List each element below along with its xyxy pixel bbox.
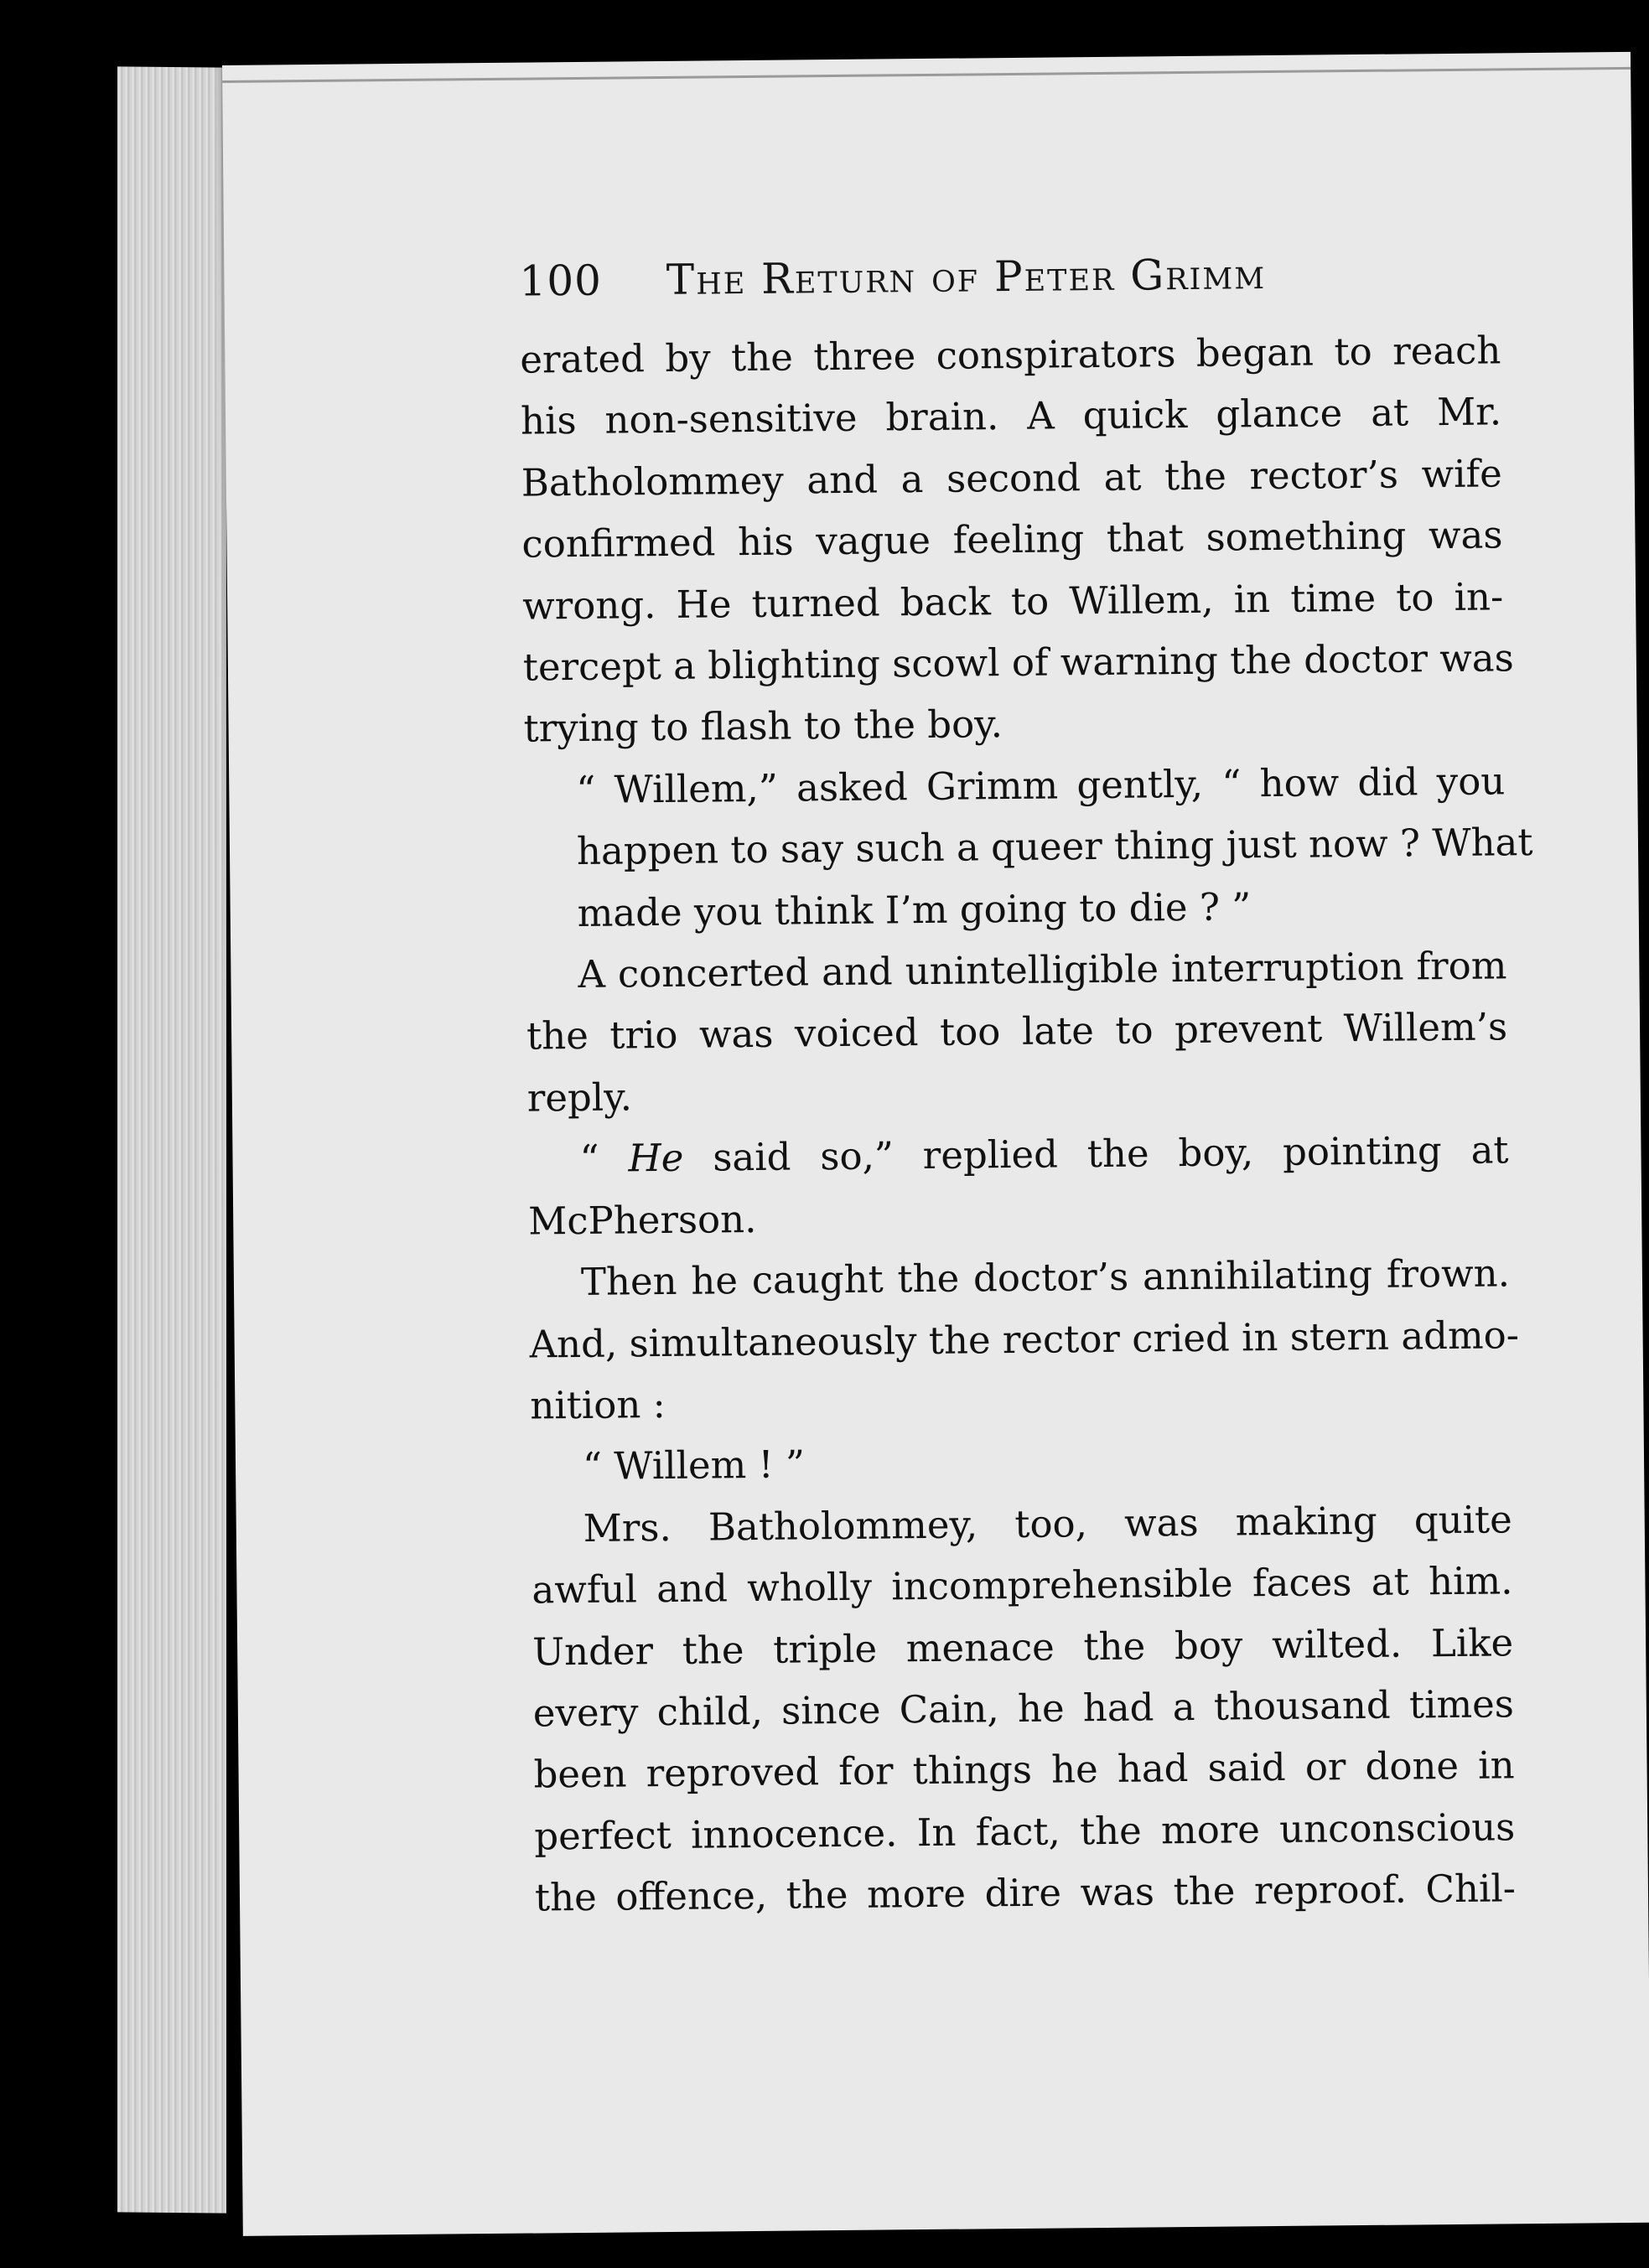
text-line: “ Willem,” asked Grimm gently, “ how did you bbox=[576, 759, 1506, 812]
paragraph bbox=[529, 1242, 1520, 1436]
page-number: 100 bbox=[519, 256, 603, 306]
text-line: McPherson. bbox=[527, 1196, 757, 1244]
text-line: Mrs. Batholommey, too, was making quite bbox=[583, 1497, 1512, 1551]
text-line: the trio was voiced too late to prevent Willem’s bbox=[526, 1004, 1508, 1059]
text-line: awful and wholly incomprehensible faces at him. bbox=[532, 1558, 1513, 1613]
text-line: wrong. He turned back to Willem, in time to in- bbox=[521, 573, 1504, 629]
top-edge-rule bbox=[222, 67, 1631, 83]
text-line: A concerted and unintelligible interruption from bbox=[578, 943, 1507, 997]
page-sheet bbox=[222, 52, 1649, 2236]
text-line: every child, since Cain, he had a thousand times bbox=[532, 1681, 1515, 1736]
paragraph bbox=[524, 750, 1533, 944]
text-line: nition : bbox=[530, 1381, 666, 1428]
text-line: And, simultaneously the rector cried in stern admo- bbox=[529, 1312, 1520, 1367]
text-line: Under the triple menace the boy wilted. Like bbox=[532, 1619, 1514, 1675]
text-line: trying to flash to the boy. bbox=[523, 702, 1003, 752]
text-line: erated by the three conspirators began to reach bbox=[520, 328, 1501, 382]
text-line: the offence, the more dire was the reproof. Chil- bbox=[534, 1866, 1517, 1920]
text-line bbox=[527, 1120, 1509, 1191]
text-line: reply. bbox=[526, 1074, 633, 1121]
paragraph bbox=[526, 935, 1508, 1128]
text-line: confirmed his vague feeling that something was bbox=[521, 512, 1503, 567]
text-line: been reproved for things he had said or done in bbox=[533, 1742, 1515, 1797]
book-page-edges bbox=[117, 66, 226, 2213]
running-title: The Return of Peter Grimm bbox=[666, 250, 1267, 304]
line-rest: said so,” replied the boy, pointing at bbox=[683, 1127, 1509, 1181]
text-line: Batholommey and a second at the rector’s wife bbox=[521, 451, 1502, 505]
text-line: Then he caught the doctor’s annihilating frown. bbox=[580, 1251, 1511, 1305]
text-line: tercept a blighting scowl of warning the doctor was bbox=[522, 635, 1514, 690]
text-line: perfect innocence. In fact, the more unconscious bbox=[534, 1805, 1516, 1859]
body-text bbox=[520, 319, 1533, 1929]
paragraph bbox=[527, 1120, 1509, 1252]
open-quote: “ bbox=[579, 1136, 629, 1182]
text-line: happen to say such a queer thing just now ? What bbox=[576, 820, 1533, 874]
paragraph bbox=[520, 319, 1514, 759]
running-header bbox=[519, 250, 1266, 306]
text-line: his non-sensitive brain. A quick glance at Mr. bbox=[520, 389, 1502, 444]
text-line: “ Willem ! ” bbox=[582, 1442, 806, 1489]
emphasized-word: He bbox=[628, 1136, 684, 1181]
paragraph bbox=[531, 1489, 1516, 1929]
text-line: made you think I’m going to die ? ” bbox=[577, 883, 1252, 935]
paragraph bbox=[531, 1427, 1512, 1499]
